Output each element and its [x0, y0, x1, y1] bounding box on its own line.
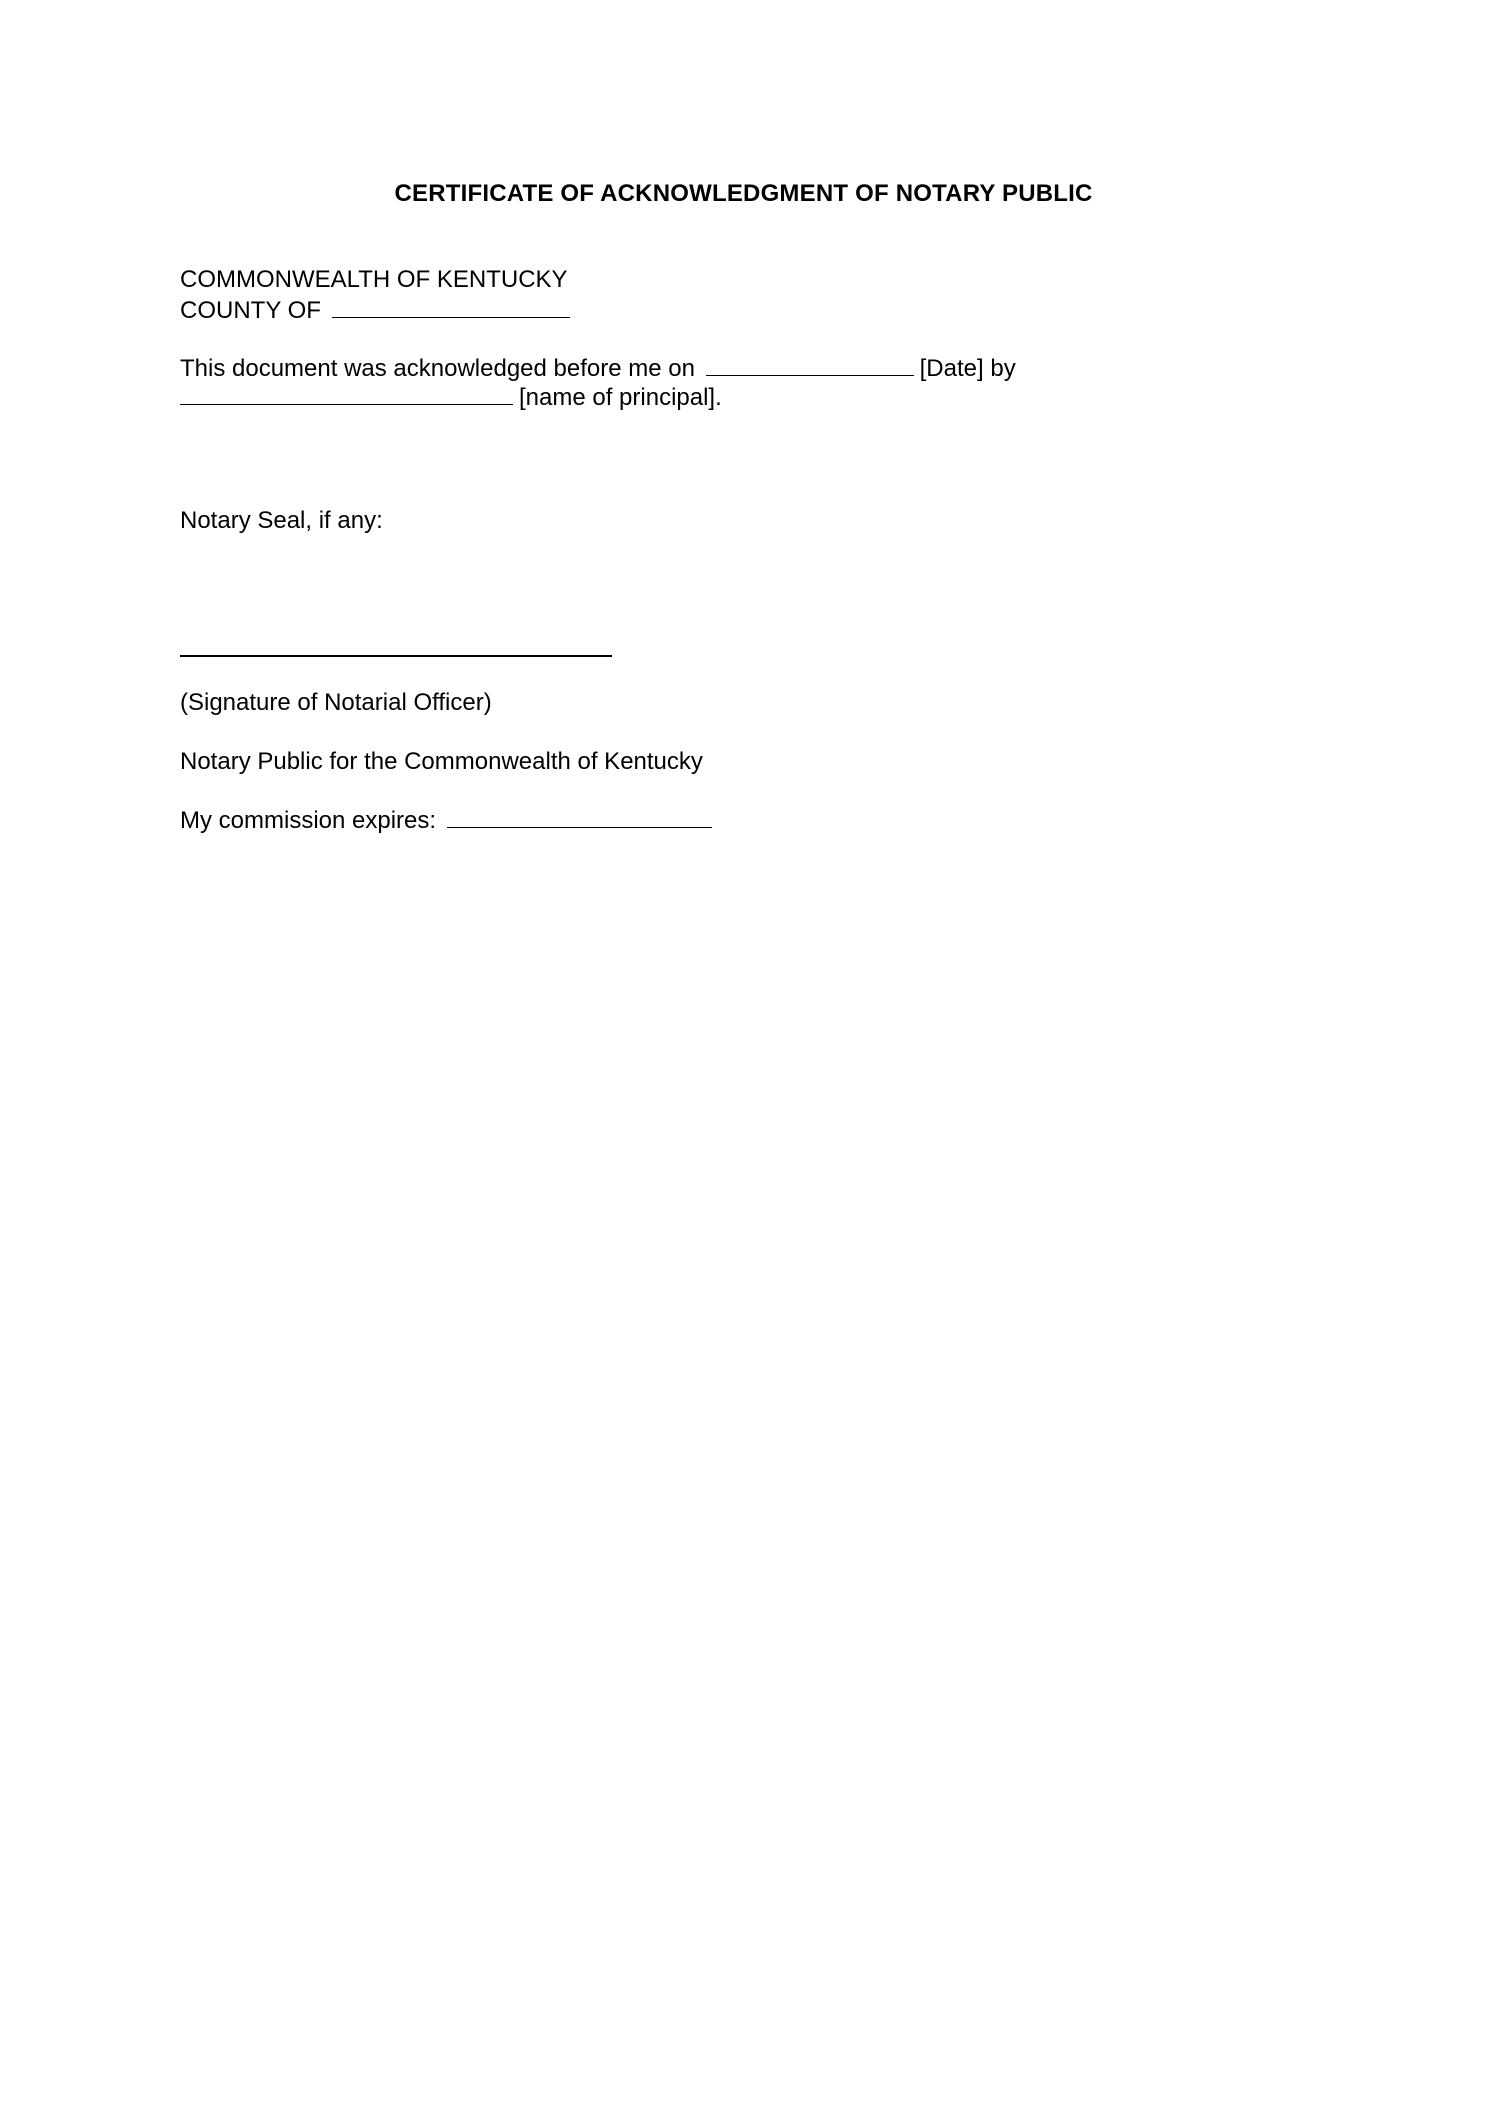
seal-line — [180, 506, 383, 536]
state-line-text: COMMONWEALTH OF KENTUCKY — [180, 266, 568, 293]
date-blank[interactable] — [706, 353, 914, 376]
signature-caption-line — [180, 688, 492, 718]
document-title: CERTIFICATE OF ACKNOWLEDGMENT OF NOTARY PUBLIC — [394, 180, 1093, 207]
state-line — [180, 265, 568, 295]
county-line — [180, 295, 570, 326]
principal-label: [name of principal]. — [519, 384, 722, 411]
commission-label: My commission expires: — [180, 807, 437, 834]
date-label: [Date] by — [919, 355, 1016, 382]
county-label: COUNTY OF — [180, 297, 321, 324]
signature-line[interactable] — [180, 655, 612, 657]
commission-blank[interactable] — [447, 805, 712, 828]
notary-title: Notary Public for the Commonwealth of Kentucky — [180, 748, 703, 775]
notary-title-line — [180, 747, 703, 777]
acknowledgment-prefix: This document was acknowledged before me on — [180, 355, 695, 382]
county-blank[interactable] — [332, 295, 570, 318]
acknowledgment-line-1 — [180, 353, 1016, 384]
signature-caption: (Signature of Notarial Officer) — [180, 689, 492, 716]
acknowledgment-line-2 — [180, 382, 722, 413]
seal-label: Notary Seal, if any: — [180, 507, 383, 534]
principal-blank[interactable] — [180, 382, 513, 405]
commission-line — [180, 805, 712, 836]
